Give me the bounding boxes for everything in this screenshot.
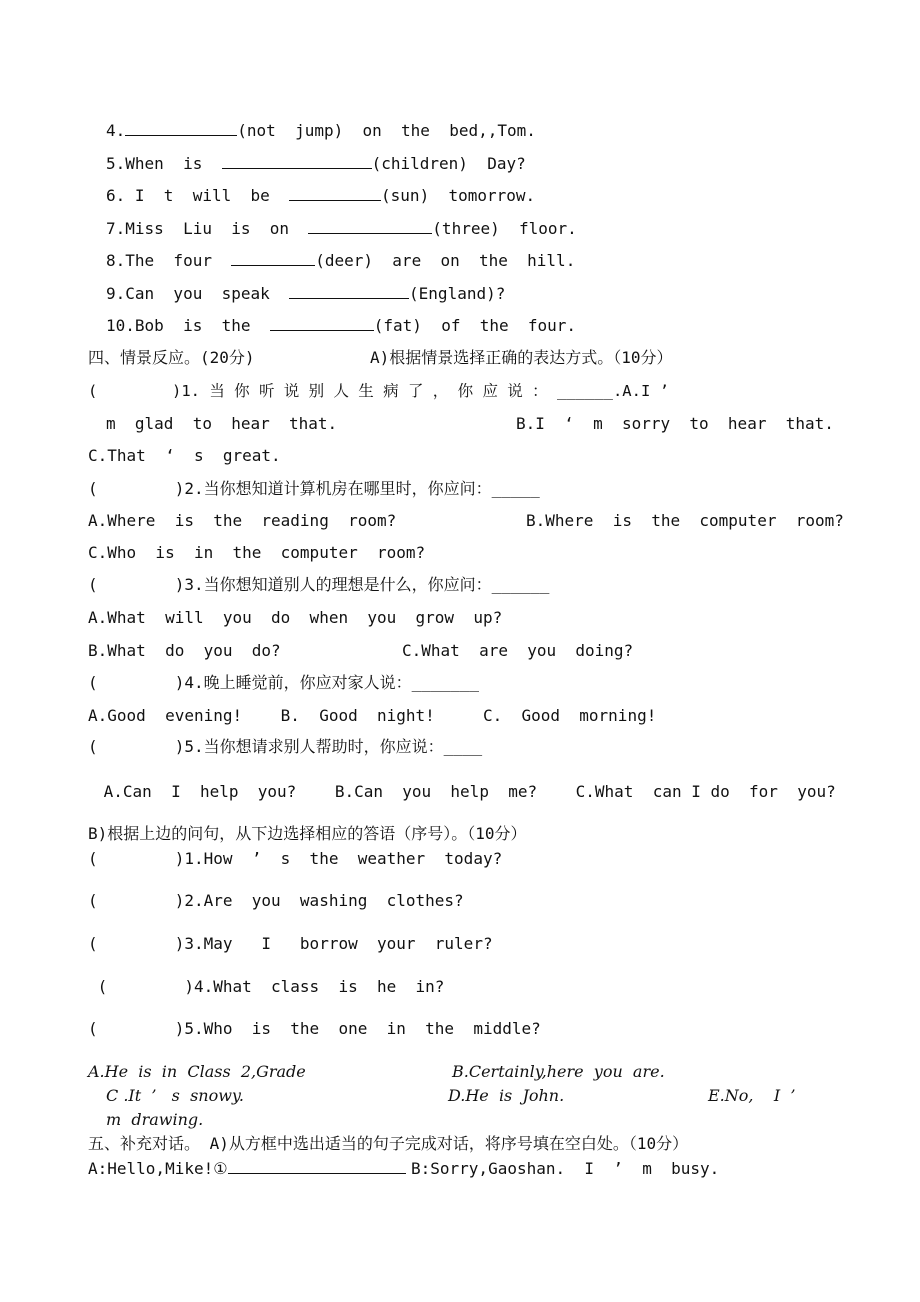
dialog-line-a: A:Hello,Mike!① [88,1159,406,1179]
answer-b: B.Certainly,here you are. [452,1062,665,1081]
q4-prompt: ( )4.晚上睡觉前，你应对家人说：_______ [88,673,480,692]
blank-item-8: 8.The four (deer) are on the hill. [106,251,576,270]
b-item-1: ( )1.How ’ s the weather today? [88,849,503,868]
b-item-4: ( )4.What class is he in? [88,977,445,996]
dialog-blank-1[interactable] [228,1159,406,1174]
q3-prompt: ( )3.当你想知道别人的理想是什么，你应问：______ [88,575,550,594]
answer-d: D.He is John. [448,1086,565,1105]
answer-blank[interactable] [270,316,374,331]
answer-blank[interactable] [125,121,237,136]
answer-blank[interactable] [231,251,315,266]
b-item-5: ( )5.Who is the one in the middle? [88,1019,541,1038]
blank-item-7: 7.Miss Liu is on (three) floor. [106,219,577,238]
answer-blank[interactable] [289,284,409,299]
q1-option-b: B.I ‘ m sorry to hear that. [516,414,834,433]
blank-item-4: 4. (not jump) on the bed,,Tom. [106,121,536,140]
answer-blank[interactable] [308,219,432,234]
section5-heading: 五、补充对话。 A)从方框中选出适当的句子完成对话，将序号填在空白处。（10分） [88,1134,689,1153]
blank-item-10: 10.Bob is the (fat) of the four. [106,316,577,335]
q2-option-a: A.Where is the reading room? [88,511,397,530]
q1-option-c: C.That ‘ s great. [88,446,281,465]
q3-option-c: C.What are you doing? [402,641,634,660]
blank-item-5: 5.When is (children) Day? [106,154,526,173]
section4-partA-instruction: A)根据情景选择正确的表达方式。（10分） [370,348,673,367]
answer-blank[interactable] [289,186,381,201]
section4-partB-instruction: B)根据上边的问句，从下边选择相应的答语（序号）。（10分） [88,824,527,843]
q3-option-b: B.What do you do? [88,641,281,660]
dialog-line-b: B:Sorry,Gaoshan. I ’ m busy. [411,1159,720,1178]
section4-heading: 四、情景反应。(20分) [88,348,255,367]
answer-blank[interactable] [222,154,372,169]
q4-options: A.Good evening! B. Good night! C. Good morning! [88,706,657,725]
blank-item-9: 9.Can you speak (England)? [106,284,506,303]
q2-option-c: C.Who is in the computer room? [88,543,426,562]
q5-options: A.Can I help you? B.Can you help me? C.What can I do for you? [94,782,836,801]
answer-e-cont: m drawing. [106,1110,204,1129]
q1-prompt: ( )1. 当 你 听 说 别 人 生 病 了 ， 你 应 说 ： ______.A.I ’ [88,382,669,400]
b-item-2: ( )2.Are you washing clothes? [88,891,464,910]
q2-option-b: B.Where is the computer room? [526,511,844,530]
q5-prompt: ( )5.当你想请求别人帮助时，你应说：____ [88,737,483,756]
answer-c: C .It ’ s snowy. [106,1086,244,1105]
answer-a: A.He is in Class 2,Grade [88,1062,306,1081]
q2-prompt: ( )2.当你想知道计算机房在哪里时，你应问：_____ [88,479,540,498]
answer-e: E.No, I ’ [708,1086,796,1105]
b-item-3: ( )3.May I borrow your ruler? [88,934,493,953]
blank-item-6: 6. I t will be (sun) tomorrow. [106,186,536,205]
q1-option-a: m glad to hear that. [106,414,338,433]
q3-option-a: A.What will you do when you grow up? [88,608,503,627]
